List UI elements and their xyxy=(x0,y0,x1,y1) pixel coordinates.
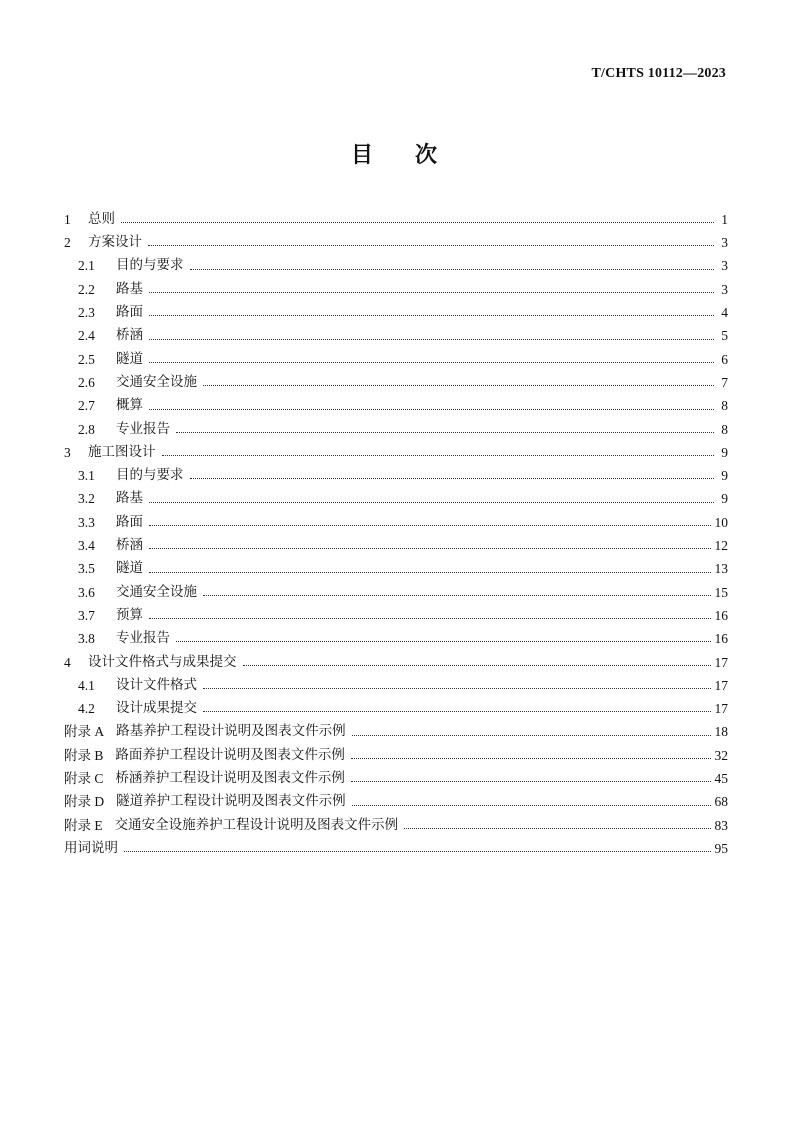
toc-entry-title: 预算 xyxy=(116,606,143,623)
toc-entry-number: 2.2 xyxy=(78,281,95,297)
toc-entry-title: 路面 xyxy=(116,304,143,321)
toc-entry-title: 概算 xyxy=(116,397,143,414)
toc-leader-dots xyxy=(176,432,714,433)
toc-entry-number: 2.4 xyxy=(78,328,95,344)
toc-leader-dots xyxy=(149,339,714,340)
toc-leader-dots xyxy=(121,222,714,223)
toc-entry-title: 方案设计 xyxy=(88,234,142,251)
toc-entry[interactable] xyxy=(64,394,728,417)
toc-leader-dots xyxy=(176,641,711,642)
toc-entry-title: 目的与要求 xyxy=(116,467,184,484)
toc-entry-number: 2 xyxy=(64,235,71,251)
toc-entry-page: 9 xyxy=(721,444,728,460)
toc-entry-number: 2.5 xyxy=(78,351,95,367)
toc-entry-page: 3 xyxy=(721,258,728,274)
toc-entry-title: 交通安全设施 xyxy=(116,583,197,600)
toc-leader-dots xyxy=(149,292,714,293)
toc-entry-number: 2.8 xyxy=(78,421,95,437)
toc-entry[interactable] xyxy=(64,418,728,441)
toc-entry[interactable] xyxy=(64,674,728,697)
toc-entry-page: 17 xyxy=(714,654,728,670)
toc-leader-dots xyxy=(162,455,715,456)
toc-entry-page: 9 xyxy=(721,468,728,484)
toc-leader-dots xyxy=(351,781,711,782)
toc-entry[interactable] xyxy=(64,581,728,604)
toc-entry[interactable] xyxy=(64,511,728,534)
toc-entry-number: 3.2 xyxy=(78,491,95,507)
toc-entry-number: 4.1 xyxy=(78,677,95,693)
toc-entry[interactable] xyxy=(64,790,728,813)
toc-leader-dots xyxy=(203,595,711,596)
toc-entry-page: 3 xyxy=(721,281,728,297)
toc-leader-dots xyxy=(149,572,711,573)
toc-entry-number: 2.1 xyxy=(78,258,95,274)
toc-entry[interactable] xyxy=(64,534,728,557)
toc-entry-page: 5 xyxy=(721,328,728,344)
toc-entry-number: 3.7 xyxy=(78,607,95,623)
toc-entry[interactable] xyxy=(64,697,728,720)
toc-entry-title: 隧道 xyxy=(116,350,143,367)
toc-entry-title: 专业报告 xyxy=(116,420,170,437)
toc-entry-number: 3.3 xyxy=(78,514,95,530)
toc-entry-page: 8 xyxy=(721,398,728,414)
toc-entry[interactable] xyxy=(64,324,728,347)
toc-entry-title: 隧道养护工程设计说明及图表文件示例 xyxy=(116,793,346,810)
toc-entry-number: 3 xyxy=(64,444,71,460)
table-of-contents xyxy=(64,208,728,860)
toc-entry[interactable] xyxy=(64,767,728,790)
toc-leader-dots xyxy=(124,851,711,852)
toc-entry[interactable] xyxy=(64,371,728,394)
toc-leader-dots xyxy=(149,618,711,619)
toc-entry-page: 7 xyxy=(721,374,728,390)
toc-entry-title: 路基 xyxy=(116,280,143,297)
toc-leader-dots xyxy=(352,735,711,736)
toc-entry-number: 2.6 xyxy=(78,374,95,390)
toc-entry-number: 2.3 xyxy=(78,305,95,321)
toc-entry-number: 3.6 xyxy=(78,584,95,600)
toc-entry-title: 专业报告 xyxy=(116,630,170,647)
toc-leader-dots xyxy=(149,315,714,316)
toc-entry-page: 95 xyxy=(714,840,728,856)
toc-entry-title: 路面 xyxy=(116,513,143,530)
toc-leader-dots xyxy=(149,409,714,410)
toc-leader-dots xyxy=(351,758,711,759)
toc-entry-number: 3.8 xyxy=(78,631,95,647)
toc-entry-number: 附录 C xyxy=(64,771,104,787)
toc-leader-dots xyxy=(190,478,715,479)
toc-entry-page: 17 xyxy=(714,701,728,717)
toc-entry-number: 1 xyxy=(64,211,71,227)
toc-entry-number: 3.1 xyxy=(78,468,95,484)
toc-entry-number: 附录 A xyxy=(64,724,105,740)
toc-entry[interactable] xyxy=(64,488,728,511)
toc-entry[interactable] xyxy=(64,255,728,278)
toc-entry-title: 桥涵 xyxy=(116,537,143,554)
toc-entry-page: 6 xyxy=(721,351,728,367)
toc-entry[interactable] xyxy=(64,278,728,301)
toc-entry-page: 68 xyxy=(714,794,728,810)
toc-entry-page: 16 xyxy=(714,607,728,623)
toc-entry-title: 桥涵养护工程设计说明及图表文件示例 xyxy=(115,770,345,787)
toc-entry-page: 13 xyxy=(714,561,728,577)
toc-entry-title: 路面养护工程设计说明及图表文件示例 xyxy=(115,746,345,763)
toc-entry-page: 32 xyxy=(714,747,728,763)
toc-entry-page: 9 xyxy=(721,491,728,507)
toc-entry[interactable] xyxy=(64,604,728,627)
toc-entry-title: 施工图设计 xyxy=(88,443,156,460)
toc-entry-page: 10 xyxy=(714,514,728,530)
toc-leader-dots xyxy=(149,548,711,549)
toc-entry-number: 4.2 xyxy=(78,701,95,717)
toc-entry-title: 交通安全设施 xyxy=(116,373,197,390)
toc-entry-title: 目的与要求 xyxy=(116,257,184,274)
toc-entry[interactable] xyxy=(64,627,728,650)
toc-entry-number: 3.5 xyxy=(78,561,95,577)
toc-leader-dots xyxy=(190,269,715,270)
toc-entry-number: 附录 E xyxy=(64,817,103,833)
toc-leader-dots xyxy=(404,828,710,829)
toc-title-part2: 次 xyxy=(415,142,440,168)
toc-leader-dots xyxy=(203,385,714,386)
toc-entry-page: 17 xyxy=(714,677,728,693)
toc-entry[interactable] xyxy=(64,651,728,674)
toc-entry-page: 1 xyxy=(721,211,728,227)
toc-leader-dots xyxy=(148,245,714,246)
toc-entry-page: 8 xyxy=(721,421,728,437)
toc-entry-title: 路基养护工程设计说明及图表文件示例 xyxy=(116,723,346,740)
toc-entry-page: 3 xyxy=(721,235,728,251)
toc-entry[interactable] xyxy=(64,721,728,744)
toc-entry-page: 15 xyxy=(714,584,728,600)
toc-leader-dots xyxy=(149,525,711,526)
toc-leader-dots xyxy=(149,502,714,503)
toc-entry-title: 路基 xyxy=(116,490,143,507)
toc-entry-number: 附录 D xyxy=(64,794,105,810)
toc-entry-title: 总则 xyxy=(88,210,115,227)
toc-entry-title: 设计文件格式与成果提交 xyxy=(88,653,237,670)
toc-entry-number: 附录 B xyxy=(64,747,104,763)
toc-entry-title: 设计文件格式 xyxy=(116,676,197,693)
toc-entry-title: 交通安全设施养护工程设计说明及图表文件示例 xyxy=(114,816,399,833)
toc-leader-dots xyxy=(352,805,711,806)
toc-entry-number: 2.7 xyxy=(78,398,95,414)
toc-entry-page: 16 xyxy=(714,631,728,647)
toc-entry-page: 4 xyxy=(721,305,728,321)
toc-entry-number: 4 xyxy=(64,654,71,670)
toc-entry[interactable] xyxy=(64,557,728,580)
toc-entry-page: 83 xyxy=(714,817,728,833)
toc-entry[interactable] xyxy=(64,837,728,860)
toc-title-part1: 目 xyxy=(350,142,375,168)
toc-entry-title: 桥涵 xyxy=(116,327,143,344)
toc-entry[interactable] xyxy=(64,231,728,254)
toc-leader-dots xyxy=(149,362,714,363)
toc-title xyxy=(0,138,790,169)
toc-entry[interactable] xyxy=(64,814,728,837)
toc-leader-dots xyxy=(203,711,711,712)
toc-entry[interactable] xyxy=(64,348,728,371)
toc-entry[interactable] xyxy=(64,441,728,464)
toc-entry-number: 3.4 xyxy=(78,538,95,554)
toc-entry-title: 隧道 xyxy=(116,560,143,577)
toc-entry[interactable] xyxy=(64,744,728,767)
toc-leader-dots xyxy=(243,665,711,666)
standard-number: T/CHTS 10112—2023 xyxy=(591,66,726,81)
toc-entry-page: 18 xyxy=(714,724,728,740)
toc-entry-page: 45 xyxy=(714,771,728,787)
toc-entry[interactable] xyxy=(64,208,728,231)
toc-entry[interactable] xyxy=(64,464,728,487)
toc-entry-title: 用词说明 xyxy=(64,839,118,856)
toc-entry[interactable] xyxy=(64,301,728,324)
toc-leader-dots xyxy=(203,688,711,689)
toc-entry-page: 12 xyxy=(714,538,728,554)
toc-entry-title: 设计成果提交 xyxy=(116,700,197,717)
